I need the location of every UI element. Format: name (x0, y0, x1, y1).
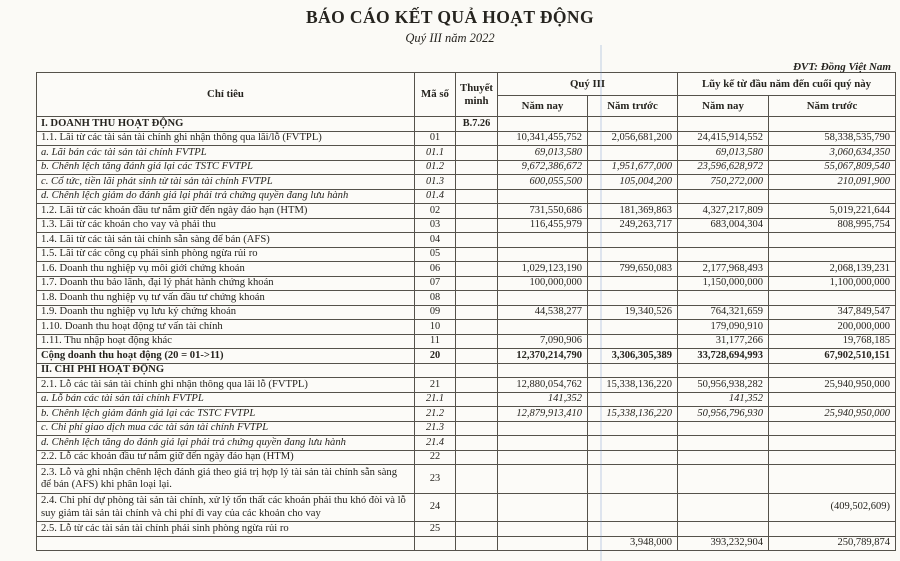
row-note (456, 349, 498, 364)
value-ytd-now: 179,090,910 (678, 320, 769, 335)
value-ytd-prev (769, 421, 896, 436)
value-ytd-now (678, 493, 769, 522)
table-row (37, 363, 896, 378)
value-qtr-prev (588, 450, 678, 465)
row-label: 1.3. Lãi từ các khoản cho vay và phải thu (37, 218, 415, 233)
row-code: 21 (415, 378, 456, 393)
value-ytd-now (678, 363, 769, 378)
value-ytd-now: 33,728,694,993 (678, 349, 769, 364)
value-qtr-now (498, 233, 588, 248)
value-qtr-now (498, 247, 588, 262)
value-qtr-now (498, 117, 588, 132)
value-qtr-now: 141,352 (498, 392, 588, 407)
row-label: 2.3. Lỗ và ghi nhận chênh lệch đánh giá theo giá trị hợp lý tài sản tài chính sẵn sàng để bán (AFS) khi phân loại lại. (37, 465, 415, 494)
table-row (37, 117, 896, 132)
row-code: 01.2 (415, 160, 456, 175)
row-note (456, 247, 498, 262)
value-ytd-prev: 19,768,185 (769, 334, 896, 349)
header-quy-iii: Quý III (498, 73, 678, 96)
currency-unit-note: ĐVT: Đồng Việt Nam (793, 61, 891, 73)
value-ytd-prev: 808,995,754 (769, 218, 896, 233)
row-note (456, 493, 498, 522)
value-qtr-prev: 3,306,305,389 (588, 349, 678, 364)
value-qtr-now: 100,000,000 (498, 276, 588, 291)
value-qtr-now: 44,538,277 (498, 305, 588, 320)
value-qtr-prev: 15,338,136,220 (588, 407, 678, 422)
value-ytd-now: 1,150,000,000 (678, 276, 769, 291)
row-note (456, 131, 498, 146)
header-qtr-nam-truoc: Năm trước (588, 96, 678, 117)
value-qtr-now (498, 522, 588, 537)
value-qtr-prev (588, 363, 678, 378)
value-ytd-now (678, 436, 769, 451)
row-label: c. Cổ tức, tiền lãi phát sinh từ tài sản tài chính FVTPL (37, 175, 415, 190)
value-ytd-prev: 250,789,874 (769, 536, 896, 551)
value-ytd-prev: 25,940,950,000 (769, 407, 896, 422)
row-code: 08 (415, 291, 456, 306)
value-qtr-prev (588, 392, 678, 407)
row-note (456, 305, 498, 320)
value-ytd-now (678, 233, 769, 248)
value-qtr-now: 1,029,123,190 (498, 262, 588, 277)
row-note: B.7.26 (456, 117, 498, 132)
row-code: 02 (415, 204, 456, 219)
value-qtr-now (498, 493, 588, 522)
table-row (37, 175, 896, 190)
row-code: 01.3 (415, 175, 456, 190)
value-qtr-now (498, 436, 588, 451)
value-ytd-prev: 210,091,900 (769, 175, 896, 190)
row-code: 21.3 (415, 421, 456, 436)
row-label: 2.1. Lỗ các tài sản tài chính ghi nhận thông qua lãi lỗ (FVTPL) (37, 378, 415, 393)
row-label: b. Chênh lệch giảm đánh giá lại các TSTC FVTPL (37, 407, 415, 422)
value-qtr-prev (588, 247, 678, 262)
value-qtr-now: 7,090,906 (498, 334, 588, 349)
header-thuyet-minh: Thuyết minh (456, 73, 498, 117)
table-row (37, 493, 896, 522)
row-code: 21.1 (415, 392, 456, 407)
value-ytd-prev: 1,100,000,000 (769, 276, 896, 291)
value-qtr-now: 12,370,214,790 (498, 349, 588, 364)
row-code: 01.4 (415, 189, 456, 204)
value-qtr-now (498, 189, 588, 204)
table-row (37, 233, 896, 248)
value-ytd-prev (769, 117, 896, 132)
value-ytd-prev (769, 247, 896, 262)
header-qtr-nam-nay: Năm nay (498, 96, 588, 117)
row-note (456, 160, 498, 175)
value-qtr-prev: 1,951,677,000 (588, 160, 678, 175)
row-label: 1.4. Lãi từ các tài sản tài chính sẵn sàng để bán (AFS) (37, 233, 415, 248)
row-note (456, 276, 498, 291)
value-qtr-prev (588, 465, 678, 494)
value-qtr-now (498, 421, 588, 436)
value-ytd-now: 750,272,000 (678, 175, 769, 190)
row-note (456, 392, 498, 407)
row-note (456, 536, 498, 551)
row-code: 24 (415, 493, 456, 522)
header-ma-so: Mã số (415, 73, 456, 117)
row-label: 1.1. Lãi từ các tài sản tài chính ghi nhận thông qua lãi/lỗ (FVTPL) (37, 131, 415, 146)
row-code: 03 (415, 218, 456, 233)
row-code: 01 (415, 131, 456, 146)
value-ytd-now (678, 421, 769, 436)
row-label: 2.4. Chi phí dự phòng tài sản tài chính, xử lý tổn thất các khoản phải thu khó đòi và lỗ suy giảm tài sản tài chính và chi phí đi vay của các khoản cho vay (37, 493, 415, 522)
value-qtr-prev: 19,340,526 (588, 305, 678, 320)
row-code (415, 117, 456, 132)
report-page (0, 7, 900, 551)
value-qtr-now: 731,550,686 (498, 204, 588, 219)
table-row (37, 204, 896, 219)
table-row (37, 536, 896, 551)
table-row (37, 407, 896, 422)
value-ytd-prev: 5,019,221,644 (769, 204, 896, 219)
row-note (456, 218, 498, 233)
value-qtr-prev (588, 189, 678, 204)
table-row (37, 247, 896, 262)
value-qtr-prev (588, 436, 678, 451)
table-row (37, 334, 896, 349)
value-ytd-prev (769, 436, 896, 451)
value-ytd-prev (769, 450, 896, 465)
value-ytd-prev (769, 465, 896, 494)
row-note (456, 363, 498, 378)
value-qtr-prev (588, 117, 678, 132)
row-code: 06 (415, 262, 456, 277)
value-ytd-prev: 3,060,634,350 (769, 146, 896, 161)
header-luy-ke: Lũy kế từ đầu năm đến cuối quý này (678, 73, 896, 96)
value-ytd-now: 69,013,580 (678, 146, 769, 161)
value-qtr-prev: 181,369,863 (588, 204, 678, 219)
value-qtr-prev (588, 291, 678, 306)
report-table-body (37, 117, 896, 551)
row-code (415, 363, 456, 378)
value-qtr-prev: 249,263,717 (588, 218, 678, 233)
value-qtr-prev (588, 493, 678, 522)
row-label: 1.2. Lãi từ các khoản đầu tư nắm giữ đến ngày đáo hạn (HTM) (37, 204, 415, 219)
value-qtr-now: 12,880,054,762 (498, 378, 588, 393)
value-ytd-prev: 67,902,510,151 (769, 349, 896, 364)
header-ytd-nam-truoc: Năm trước (769, 96, 896, 117)
value-qtr-prev (588, 146, 678, 161)
value-ytd-now (678, 450, 769, 465)
row-code: 07 (415, 276, 456, 291)
row-note (456, 233, 498, 248)
table-row (37, 276, 896, 291)
row-note (456, 334, 498, 349)
value-qtr-prev (588, 522, 678, 537)
row-code: 04 (415, 233, 456, 248)
table-row (37, 262, 896, 277)
value-qtr-prev (588, 233, 678, 248)
value-ytd-now: 50,956,938,282 (678, 378, 769, 393)
row-label: a. Lãi bán các tài sản tài chính FVTPL (37, 146, 415, 161)
row-label: a. Lỗ bán các tài sản tài chính FVTPL (37, 392, 415, 407)
value-ytd-now: 31,177,266 (678, 334, 769, 349)
value-ytd-now: 683,004,304 (678, 218, 769, 233)
value-ytd-now (678, 247, 769, 262)
row-code (415, 536, 456, 551)
value-qtr-now: 69,013,580 (498, 146, 588, 161)
value-ytd-now (678, 291, 769, 306)
row-label: 2.2. Lỗ các khoản đầu tư nắm giữ đến ngày đáo hạn (HTM) (37, 450, 415, 465)
row-code: 05 (415, 247, 456, 262)
value-ytd-now (678, 117, 769, 132)
row-label: d. Chênh lệch giảm do đánh giá lại phải trả chứng quyền đang lưu hành (37, 189, 415, 204)
value-qtr-now: 600,055,500 (498, 175, 588, 190)
row-label: 1.10. Doanh thu hoạt động tư vấn tài chính (37, 320, 415, 335)
value-qtr-prev (588, 421, 678, 436)
value-qtr-now: 10,341,455,752 (498, 131, 588, 146)
row-code: 01.1 (415, 146, 456, 161)
row-code: 25 (415, 522, 456, 537)
value-ytd-prev (769, 522, 896, 537)
value-ytd-prev: 25,940,950,000 (769, 378, 896, 393)
value-qtr-prev: 3,948,000 (588, 536, 678, 551)
row-label: II. CHI PHÍ HOẠT ĐỘNG (37, 363, 415, 378)
table-row (37, 522, 896, 537)
row-note (456, 407, 498, 422)
row-code: 22 (415, 450, 456, 465)
row-label: b. Chênh lệch tăng đánh giá lại các TSTC FVTPL (37, 160, 415, 175)
value-ytd-now: 4,327,217,809 (678, 204, 769, 219)
value-ytd-prev: 55,067,809,540 (769, 160, 896, 175)
table-row (37, 436, 896, 451)
value-qtr-prev (588, 276, 678, 291)
value-ytd-prev (769, 233, 896, 248)
row-note (456, 436, 498, 451)
row-code: 23 (415, 465, 456, 494)
header-chi-tieu: Chỉ tiêu (37, 73, 415, 117)
value-ytd-prev (769, 291, 896, 306)
report-table-header (37, 73, 896, 117)
value-ytd-prev: 58,338,535,790 (769, 131, 896, 146)
value-qtr-prev (588, 334, 678, 349)
row-note (456, 204, 498, 219)
value-ytd-now: 23,596,628,972 (678, 160, 769, 175)
row-label: Cộng doanh thu hoạt động (20 = 01->11) (37, 349, 415, 364)
row-note (456, 262, 498, 277)
row-note (456, 320, 498, 335)
row-label: 2.5. Lỗ từ các tài sản tài chính phái sinh phòng ngừa rủi ro (37, 522, 415, 537)
value-qtr-prev: 2,056,681,200 (588, 131, 678, 146)
report-title: BÁO CÁO KẾT QUẢ HOẠT ĐỘNG (306, 7, 594, 27)
report-table (36, 72, 896, 551)
table-row (37, 465, 896, 494)
row-label: 1.9. Doanh thu nghiệp vụ lưu ký chứng khoán (37, 305, 415, 320)
row-note (456, 291, 498, 306)
value-qtr-now: 12,879,913,410 (498, 407, 588, 422)
row-label: c. Chi phí giao dịch mua các tài sản tài chính FVTPL (37, 421, 415, 436)
table-row (37, 189, 896, 204)
value-ytd-prev (769, 392, 896, 407)
value-qtr-prev (588, 320, 678, 335)
value-qtr-now: 116,455,979 (498, 218, 588, 233)
value-ytd-prev: (409,502,609) (769, 493, 896, 522)
value-qtr-now (498, 363, 588, 378)
value-ytd-prev (769, 363, 896, 378)
value-ytd-prev (769, 189, 896, 204)
report-subtitle: Quý III năm 2022 (405, 31, 495, 45)
row-note (456, 146, 498, 161)
value-ytd-now: 393,232,904 (678, 536, 769, 551)
value-ytd-now: 50,956,796,930 (678, 407, 769, 422)
value-qtr-prev: 15,338,136,220 (588, 378, 678, 393)
row-note (456, 189, 498, 204)
value-qtr-now (498, 536, 588, 551)
row-label (37, 536, 415, 551)
table-row (37, 131, 896, 146)
value-qtr-prev: 105,004,200 (588, 175, 678, 190)
table-row (37, 392, 896, 407)
value-ytd-prev: 347,849,547 (769, 305, 896, 320)
table-row (37, 320, 896, 335)
value-ytd-now: 141,352 (678, 392, 769, 407)
row-label: 1.7. Doanh thu bảo lãnh, đại lý phát hành chứng khoán (37, 276, 415, 291)
header-ytd-nam-nay: Năm nay (678, 96, 769, 117)
value-ytd-now: 24,415,914,552 (678, 131, 769, 146)
value-qtr-now (498, 450, 588, 465)
row-note (456, 522, 498, 537)
row-label: 1.6. Doanh thu nghiệp vụ môi giới chứng khoán (37, 262, 415, 277)
row-label: 1.11. Thu nhập hoạt động khác (37, 334, 415, 349)
row-code: 21.2 (415, 407, 456, 422)
value-qtr-now (498, 465, 588, 494)
row-code: 11 (415, 334, 456, 349)
table-row (37, 160, 896, 175)
value-ytd-prev: 200,000,000 (769, 320, 896, 335)
table-row (37, 146, 896, 161)
row-note (456, 421, 498, 436)
row-note (456, 450, 498, 465)
value-ytd-now (678, 465, 769, 494)
value-qtr-now: 9,672,386,672 (498, 160, 588, 175)
row-code: 21.4 (415, 436, 456, 451)
row-note (456, 175, 498, 190)
table-row (37, 450, 896, 465)
value-qtr-now (498, 291, 588, 306)
row-code: 09 (415, 305, 456, 320)
row-label: 1.8. Doanh thu nghiệp vụ tư vấn đầu tư chứng khoán (37, 291, 415, 306)
row-label: I. DOANH THU HOẠT ĐỘNG (37, 117, 415, 132)
value-ytd-prev: 2,068,139,231 (769, 262, 896, 277)
row-code: 20 (415, 349, 456, 364)
row-label: d. Chênh lệch tăng do đánh giá lại phải trả chứng quyền đang lưu hành (37, 436, 415, 451)
value-ytd-now: 764,321,659 (678, 305, 769, 320)
table-row (37, 378, 896, 393)
value-qtr-prev: 799,650,083 (588, 262, 678, 277)
value-ytd-now (678, 522, 769, 537)
table-row (37, 218, 896, 233)
value-ytd-now (678, 189, 769, 204)
row-note (456, 465, 498, 494)
value-qtr-now (498, 320, 588, 335)
row-note (456, 378, 498, 393)
table-row (37, 421, 896, 436)
value-ytd-now: 2,177,968,493 (678, 262, 769, 277)
table-row (37, 291, 896, 306)
row-label: 1.5. Lãi từ các công cụ phái sinh phòng ngừa rủi ro (37, 247, 415, 262)
table-row (37, 349, 896, 364)
table-row (37, 305, 896, 320)
row-code: 10 (415, 320, 456, 335)
